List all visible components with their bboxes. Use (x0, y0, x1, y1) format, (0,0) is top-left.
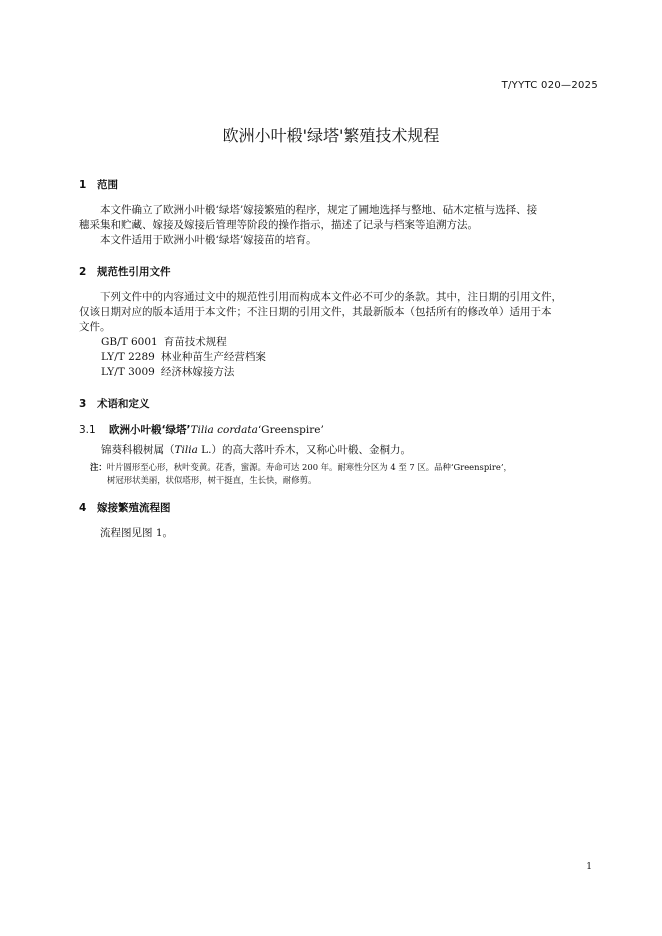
section-1-heading (79, 177, 118, 192)
reference-title: 经济林嫁接方法 (160, 366, 235, 378)
reference-title: 育苗技术规程 (163, 336, 227, 348)
normative-reference (101, 335, 227, 350)
section-3-heading (79, 396, 150, 411)
section-4-heading (79, 500, 171, 515)
text-line: 本文件确立了欧洲小叶椴‘绿塔’嫁接繁殖的程序，规定了圃地选择与整地、砧木定植与选择、接 (100, 204, 538, 216)
reference-title: 林业种苗生产经营档案 (160, 351, 266, 363)
section-title: 嫁接繁殖流程图 (97, 502, 171, 514)
normative-reference (101, 350, 266, 365)
text-line: 下列文件中的内容通过文中的规范性引用而构成本文件必不可少的条款。其中，注日期的引用文件， (100, 291, 562, 303)
term-chinese-name: 欧洲小叶椴‘绿塔’ (109, 424, 191, 436)
normative-reference (101, 365, 234, 380)
section-1-paragraph-2: 本文件适用于欧洲小叶椴‘绿塔’嫁接苗的培育。 (100, 234, 317, 246)
term-number: 3.1 (79, 424, 96, 436)
term-note (90, 461, 602, 487)
definition-text: 锦葵科椴树属（ (101, 444, 175, 456)
text-line: 文件。 (79, 321, 111, 333)
section-4-paragraph: 流程图见图 1。 (100, 527, 174, 539)
term-heading (79, 422, 324, 437)
text-line: 穗采集和贮藏、嫁接及嫁接后管理等阶段的操作指示，描述了记录与档案等追溯方法。 (79, 219, 478, 231)
section-title: 范围 (97, 179, 118, 191)
definition-text: L.）的高大落叶乔木，又称心叶椴、金桐力。 (197, 444, 411, 456)
definition-genus: Tilia (174, 444, 198, 456)
section-number: 3 (79, 398, 87, 410)
document-title: 欧洲小叶椴'绿塔'繁殖技术规程 (222, 126, 440, 145)
section-number: 4 (79, 502, 87, 514)
reference-code: LY/T 3009 (101, 366, 155, 378)
section-1-paragraph-1 (79, 203, 599, 233)
note-text: 树冠形状美丽，状似塔形，树干挺直，生长快，耐修剪。 (107, 475, 317, 485)
page-number: 1 (586, 862, 592, 872)
reference-code: LY/T 2289 (101, 351, 155, 363)
reference-code: GB/T 6001 (101, 336, 158, 348)
section-number: 1 (79, 179, 87, 191)
text-line: 仅该日期对应的版本适用于本文件；不注日期的引用文件，其最新版本（包括所有的修改单）适用于本 (79, 306, 552, 318)
section-title: 规范性引用文件 (97, 266, 171, 278)
section-2-paragraph (79, 290, 599, 335)
section-2-heading (79, 264, 171, 279)
section-number: 2 (79, 266, 87, 278)
note-label: 注： (90, 462, 107, 472)
term-definition (101, 443, 601, 458)
term-latin-name: Tilia cordata (190, 424, 258, 436)
section-title: 术语和定义 (97, 398, 150, 410)
note-text: 叶片圆形至心形，秋叶变黄。花香，蜜源。寿命可达 200 年。耐寒性分区为 4 至 7 区。品种‘Greenspire’， (106, 462, 512, 472)
term-cultivar: ‘Greenspire’ (257, 424, 324, 436)
standard-code: T/YYTC 020—2025 (501, 80, 598, 91)
